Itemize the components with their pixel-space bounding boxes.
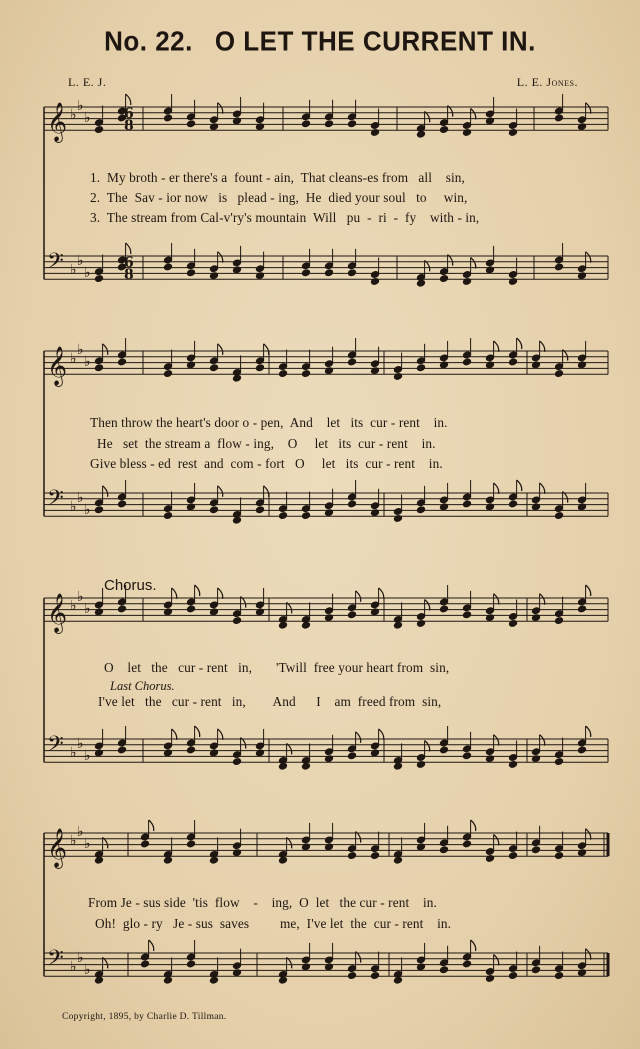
bass-clef-icon: 𝄢 (47, 486, 64, 516)
note-flag (379, 588, 384, 599)
note-flag (218, 588, 223, 599)
note-flag (586, 252, 591, 263)
flat-sign-icon: ♭ (70, 107, 77, 123)
flat-sign-icon: ♭ (84, 502, 91, 518)
notehead (117, 358, 126, 366)
notehead (301, 370, 310, 378)
notehead (577, 746, 586, 754)
notehead (347, 120, 356, 128)
note-flag (540, 594, 545, 605)
bass-clef-icon: 𝄢 (47, 249, 64, 279)
notehead (209, 976, 218, 984)
note-flag (471, 820, 476, 831)
note-flag (195, 585, 200, 596)
note-flag (126, 94, 131, 105)
verse-3-line-1: 3. The stream from Cal-v'ry's mountain Will pu - ri - fy with - in, (90, 210, 480, 225)
note-flag (494, 341, 499, 352)
notehead (278, 621, 287, 629)
notehead (163, 512, 172, 520)
note-flag (218, 486, 223, 497)
verse-3-line-2: Give bless - ed rest and com - fort O let its cur - rent in. (90, 456, 443, 471)
notehead (232, 516, 241, 524)
flat-sign-icon: ♭ (70, 351, 77, 367)
note-flag (586, 585, 591, 596)
notehead (186, 960, 195, 968)
notehead (393, 856, 402, 864)
flat-sign-icon: ♭ (84, 962, 91, 978)
notehead (94, 856, 103, 864)
notehead (301, 621, 310, 629)
notehead (393, 976, 402, 984)
note-flag (540, 341, 545, 352)
notehead (554, 512, 563, 520)
time-signature-bottom: 8 (124, 118, 134, 134)
flat-sign-icon: ♭ (70, 745, 77, 761)
note-flag (379, 729, 384, 740)
note-flag (149, 820, 154, 831)
lyricist-credit: L. E. J. (68, 75, 107, 89)
flat-sign-icon: ♭ (70, 598, 77, 614)
notehead (301, 762, 310, 770)
flat-sign-icon: ♭ (70, 262, 77, 278)
notehead (439, 605, 448, 613)
composer-credit: L. E. Jones. (516, 75, 578, 89)
notehead (186, 840, 195, 848)
note-flag (494, 735, 499, 746)
treble-clef-icon: 𝄞 (47, 102, 68, 142)
notehead (554, 852, 563, 860)
notehead (508, 358, 517, 366)
note-flag (126, 243, 131, 254)
note-flag (471, 940, 476, 951)
notehead (94, 364, 103, 372)
time-signature-bottom: 8 (124, 267, 134, 283)
notehead (163, 114, 172, 122)
verse-1-line-1: 1. My broth - er there's a fount - ain, That cleans-es from all sin, (90, 170, 465, 185)
last-chorus-label: Last Chorus. (110, 679, 175, 693)
flat-sign-icon: ♭ (77, 490, 84, 506)
notehead (370, 972, 379, 980)
note-flag (356, 591, 361, 602)
notehead (554, 972, 563, 980)
notehead (278, 856, 287, 864)
note-flag (517, 338, 522, 349)
note-flag (540, 735, 545, 746)
last-chorus-line-1: I've let the cur - rent in, And I am freed from sin, (98, 694, 442, 709)
notehead (324, 269, 333, 277)
notehead (393, 762, 402, 770)
notehead (94, 506, 103, 514)
notehead (140, 960, 149, 968)
notehead (347, 358, 356, 366)
notehead (163, 370, 172, 378)
note-flag (586, 829, 591, 840)
note-flag (586, 949, 591, 960)
notehead (94, 976, 103, 984)
note-flag (195, 726, 200, 737)
flat-sign-icon: ♭ (84, 601, 91, 617)
notehead (278, 512, 287, 520)
notehead (439, 126, 448, 134)
notehead (232, 374, 241, 382)
note-flag (172, 729, 177, 740)
notehead (439, 275, 448, 283)
notehead (439, 966, 448, 974)
flat-sign-icon: ♭ (84, 836, 91, 852)
note-flag (218, 344, 223, 355)
note-flag (494, 594, 499, 605)
notehead (462, 358, 471, 366)
notehead (186, 605, 195, 613)
notehead (416, 279, 425, 287)
verse-2-line-2: He set the stream a flow - ing, O let its cur - rent in. (97, 436, 436, 451)
treble-clef-icon: 𝄞 (47, 828, 68, 868)
notehead (347, 752, 356, 760)
note-flag (471, 258, 476, 269)
notehead (163, 856, 172, 864)
notehead (94, 126, 103, 134)
notehead (255, 506, 264, 514)
verse-2-line-1: 2. The Sav - ior now is plead - ing, He died your soul to win, (90, 190, 468, 205)
notehead (278, 762, 287, 770)
notehead (301, 120, 310, 128)
notehead (554, 617, 563, 625)
notehead (232, 617, 241, 625)
note-flag (586, 103, 591, 114)
notehead (508, 500, 517, 508)
flat-sign-icon: ♭ (77, 736, 84, 752)
notehead (140, 840, 149, 848)
notehead (278, 976, 287, 984)
notehead (324, 120, 333, 128)
note-flag (264, 486, 269, 497)
notehead (439, 846, 448, 854)
treble-clef-icon: 𝄞 (47, 346, 68, 386)
notehead (554, 263, 563, 271)
last-chorus-line-2: Oh! glo - ry Je - sus saves me, I've let the cur - rent in. (95, 916, 452, 931)
verse-1-line-2: Then throw the heart's door o - pen, And let its cur - rent in. (90, 415, 448, 430)
notehead (117, 605, 126, 613)
notehead (508, 852, 517, 860)
notehead (94, 275, 103, 283)
notehead (163, 263, 172, 271)
flat-sign-icon: ♭ (77, 950, 84, 966)
notehead (209, 506, 218, 514)
notehead (347, 972, 356, 980)
notehead (209, 364, 218, 372)
notehead (186, 746, 195, 754)
notehead (554, 370, 563, 378)
notehead (393, 621, 402, 629)
notehead (577, 605, 586, 613)
notehead (347, 500, 356, 508)
notehead (370, 852, 379, 860)
flat-sign-icon: ♭ (70, 833, 77, 849)
flat-sign-icon: ♭ (84, 265, 91, 281)
notehead (278, 370, 287, 378)
note-flag (425, 600, 430, 611)
flat-sign-icon: ♭ (77, 253, 84, 269)
notehead (554, 114, 563, 122)
notehead (232, 758, 241, 766)
note-flag (218, 252, 223, 263)
notehead (508, 972, 517, 980)
treble-clef-icon: 𝄞 (47, 593, 68, 633)
time-signature-top: 6 (124, 255, 134, 271)
note-flag (172, 588, 177, 599)
flat-sign-icon: ♭ (77, 342, 84, 358)
note-flag (425, 741, 430, 752)
note-flag (149, 940, 154, 951)
notehead (416, 364, 425, 372)
note-flag (103, 486, 108, 497)
notehead (347, 269, 356, 277)
flat-sign-icon: ♭ (77, 589, 84, 605)
note-flag (264, 344, 269, 355)
notehead (439, 746, 448, 754)
notehead (462, 960, 471, 968)
chorus-label: Chorus. (104, 577, 157, 594)
note-flag (218, 103, 223, 114)
notehead (163, 976, 172, 984)
note-flag (103, 344, 108, 355)
chorus-line-2: From Je - sus side 'tis flow - ing, O let the cur - rent in. (88, 895, 437, 910)
notehead (301, 512, 310, 520)
notehead (301, 269, 310, 277)
notehead (554, 758, 563, 766)
chorus-line-1: O let the cur - rent in, 'Twill free your heart from sin, (104, 660, 450, 675)
flat-sign-icon: ♭ (70, 959, 77, 975)
note-flag (494, 955, 499, 966)
hymn-title-text: O LET THE CURRENT IN. (214, 25, 536, 57)
hymn-number: No. 22. (104, 25, 193, 57)
copyright-notice: Copyright, 1895, by Charlie D. Tillman. (62, 1012, 227, 1022)
bass-clef-icon: 𝄢 (47, 732, 64, 762)
flat-sign-icon: ♭ (84, 110, 91, 126)
notehead (462, 611, 471, 619)
flat-sign-icon: ♭ (84, 354, 91, 370)
notehead (416, 130, 425, 138)
notehead (416, 506, 425, 514)
notehead (462, 752, 471, 760)
notehead (531, 846, 540, 854)
bass-clef-icon: 𝄢 (47, 946, 64, 976)
notehead (347, 852, 356, 860)
flat-sign-icon: ♭ (77, 824, 84, 840)
notehead (117, 746, 126, 754)
notehead (186, 120, 195, 128)
note-flag (356, 732, 361, 743)
notehead (186, 269, 195, 277)
note-flag (517, 480, 522, 491)
time-signature-top: 6 (124, 106, 134, 122)
notehead (462, 840, 471, 848)
flat-sign-icon: ♭ (70, 499, 77, 515)
flat-sign-icon: ♭ (84, 748, 91, 764)
note-flag (540, 483, 545, 494)
note-flag (218, 729, 223, 740)
notehead (531, 966, 540, 974)
notehead (347, 611, 356, 619)
note-flag (494, 835, 499, 846)
note-flag (494, 483, 499, 494)
note-flag (586, 726, 591, 737)
note-flag (471, 109, 476, 120)
notehead (117, 500, 126, 508)
notehead (462, 500, 471, 508)
notehead (209, 856, 218, 864)
notehead (255, 364, 264, 372)
flat-sign-icon: ♭ (77, 98, 84, 114)
